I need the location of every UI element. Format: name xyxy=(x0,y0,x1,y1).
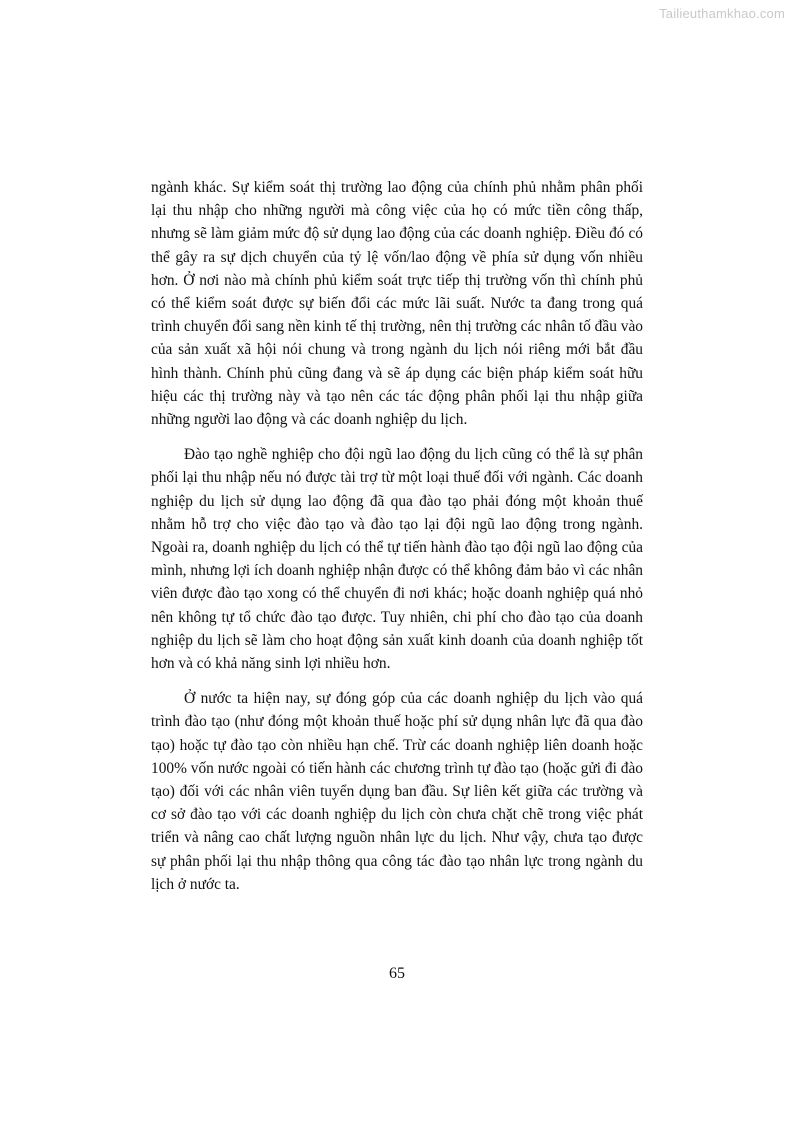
paragraph-2: Đào tạo nghề nghiệp cho đội ngũ lao động du lịch cũng có thể là sự phân phối lại thu nhập nếu nó được tài trợ từ một loại thuế đối với ngành. Các doanh nghiệp du lịch sử dụng lao động đã qua đào tạo phải đóng một khoản thuế nhằm hỗ trợ cho việc đào tạo và đào tạo lại đội ngũ lao động trong ngành. Ngoài ra, doanh nghiệp du lịch có thể tự tiến hành đào tạo đội ngũ lao động của mình, nhưng lợi ích doanh nghiệp nhận được có thể không đảm bảo vì các nhân viên được đào tạo xong có thể chuyển đi nơi khác; hoặc doanh nghiệp quá nhỏ nên không tự tổ chức đào tạo được. Tuy nhiên, chi phí cho đào tạo của doanh nghiệp du lịch sẽ làm cho hoạt động sản xuất kinh doanh của doanh nghiệp tốt hơn và có khả năng sinh lợi nhiều hơn. xyxy=(151,446,643,673)
page-number: 65 xyxy=(389,965,405,982)
paragraph-1: ngành khác. Sự kiểm soát thị trường lao động của chính phủ nhằm phân phối lại thu nhập cho những người mà công việc của họ có mức tiền công thấp, nhưng sẽ làm giảm mức độ sử dụng lao động của các doanh nghiệp. Điều đó có thể gây ra sự dịch chuyển của tỷ lệ vốn/lao động về phía sử dụng vốn nhiều hơn. Ở nơi nào mà chính phủ kiểm soát trực tiếp thị trường vốn thì chính phủ có thể kiểm soát được sự biến đổi các mức lãi suất. Nước ta đang trong quá trình chuyển đổi sang nền kinh tế thị trường, nên thị trường các nhân tố đầu vào của sản xuất xã hội nói chung và trong ngành du lịch nói riêng mới bắt đầu hình thành. Chính phủ cũng đang và sẽ áp dụng các biện pháp kiểm soát hữu hiệu các thị trường này và tạo nên các tác động phân phối lại thu nhập giữa những người lao động và các doanh nghiệp du lịch. xyxy=(151,179,643,429)
watermark-text: Tailieuthamkhao.com xyxy=(659,6,785,21)
page-body xyxy=(151,176,643,908)
paragraph-3: Ở nước ta hiện nay, sự đóng góp của các doanh nghiệp du lịch vào quá trình đào tạo (như đóng một khoản thuế hoặc phí sử dụng nhân lực đã qua đào tạo) hoặc tự đào tạo còn nhiều hạn chế. Trừ các doanh nghiệp liên doanh hoặc 100% vốn nước ngoài có tiến hành các chương trình tự đào tạo (hoặc gửi đi đào tạo) đối với các nhân viên tuyển dụng ban đầu. Sự liên kết giữa các trường và cơ sở đào tạo với các doanh nghiệp du lịch còn chưa chặt chẽ trong việc phát triển và nâng cao chất lượng nguồn nhân lực du lịch. Như vậy, chưa tạo được sự phân phối lại thu nhập thông qua công tác đào tạo nhân lực trong ngành du lịch ở nước ta. xyxy=(151,690,643,893)
